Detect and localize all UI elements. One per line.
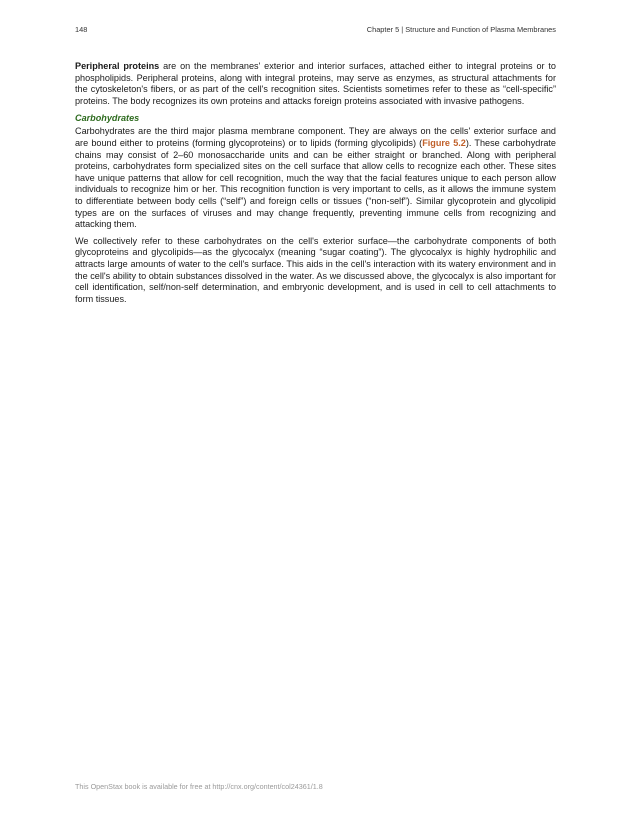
- main-content: [75, 61, 556, 310]
- paragraph-carbohydrates: [75, 126, 556, 230]
- paragraph-text-start: Carbohydrates are the third major plasma membrane component. They are always on the cells' exterior surface and are bound either to proteins (forming glycoproteins) or to lipids (forming glycolipids) (: [75, 126, 556, 148]
- paragraph-text-end: ). These carbohydrate chains may consist of 2–60 monosaccharide units and can be either straight or branched. Along with peripheral proteins, carbohydrates form specialized sites on the cell surface that allow cells to recognize each other. These sites have unique patterns that allow for cell recognition, much the way that the facial features unique to each person allow individuals to recognize him or her. This recognition function is very important to cells, as it allows the immune system to differentiate between body cells (“self”) and foreign cells or tissues (“non-self”). Similar glycoprotein and glycolipid types are on the surfaces of viruses and may change frequently, preventing immune cells from recognizing and attacking them.: [75, 137, 556, 230]
- paragraph-glycocalyx: [75, 236, 556, 306]
- figure-link[interactable]: Figure 5.2: [422, 137, 466, 148]
- section-heading-carbohydrates: Carbohydrates: [75, 113, 140, 124]
- paragraph-text: We collectively refer to these carbohydrates on the cell's exterior surface—the carbohydrate components of both glycoproteins and glycolipids—as the glycocalyx (meaning “sugar coating”). The glycocalyx is highly hydrophilic and attracts large amounts of water to the cell's surface. This aids in the cell's interaction with its watery environment and in the cell's ability to obtain substances dissolved in the water. As we discussed above, the glycocalyx is also important for cell identification, self/non-self determination, and embryonic development, and is used in cell to cell attachments to form tissues.: [75, 235, 556, 304]
- page-footer: This OpenStax book is available for free at http://cnx.org/content/col24361/1.8: [75, 782, 323, 791]
- paragraph-text: are on the membranes' exterior and interior surfaces, attached either to integral proteins or to phospholipids. Peripheral proteins, along with integral proteins, may serve as enzymes, as structural attachments for the cytoskeleton's fibers, or as part of the cell's recognition sites. Scientists sometimes refer to these as “cell-specific” proteins. The body recognizes its own proteins and attacks foreign proteins associated with invasive pathogens.: [75, 61, 556, 106]
- key-term: Peripheral proteins: [75, 61, 160, 71]
- chapter-running-head: Chapter 5 | Structure and Function of Plasma Membranes: [366, 25, 556, 34]
- page-number: 148: [75, 25, 88, 34]
- paragraph-peripheral-proteins: [75, 61, 556, 107]
